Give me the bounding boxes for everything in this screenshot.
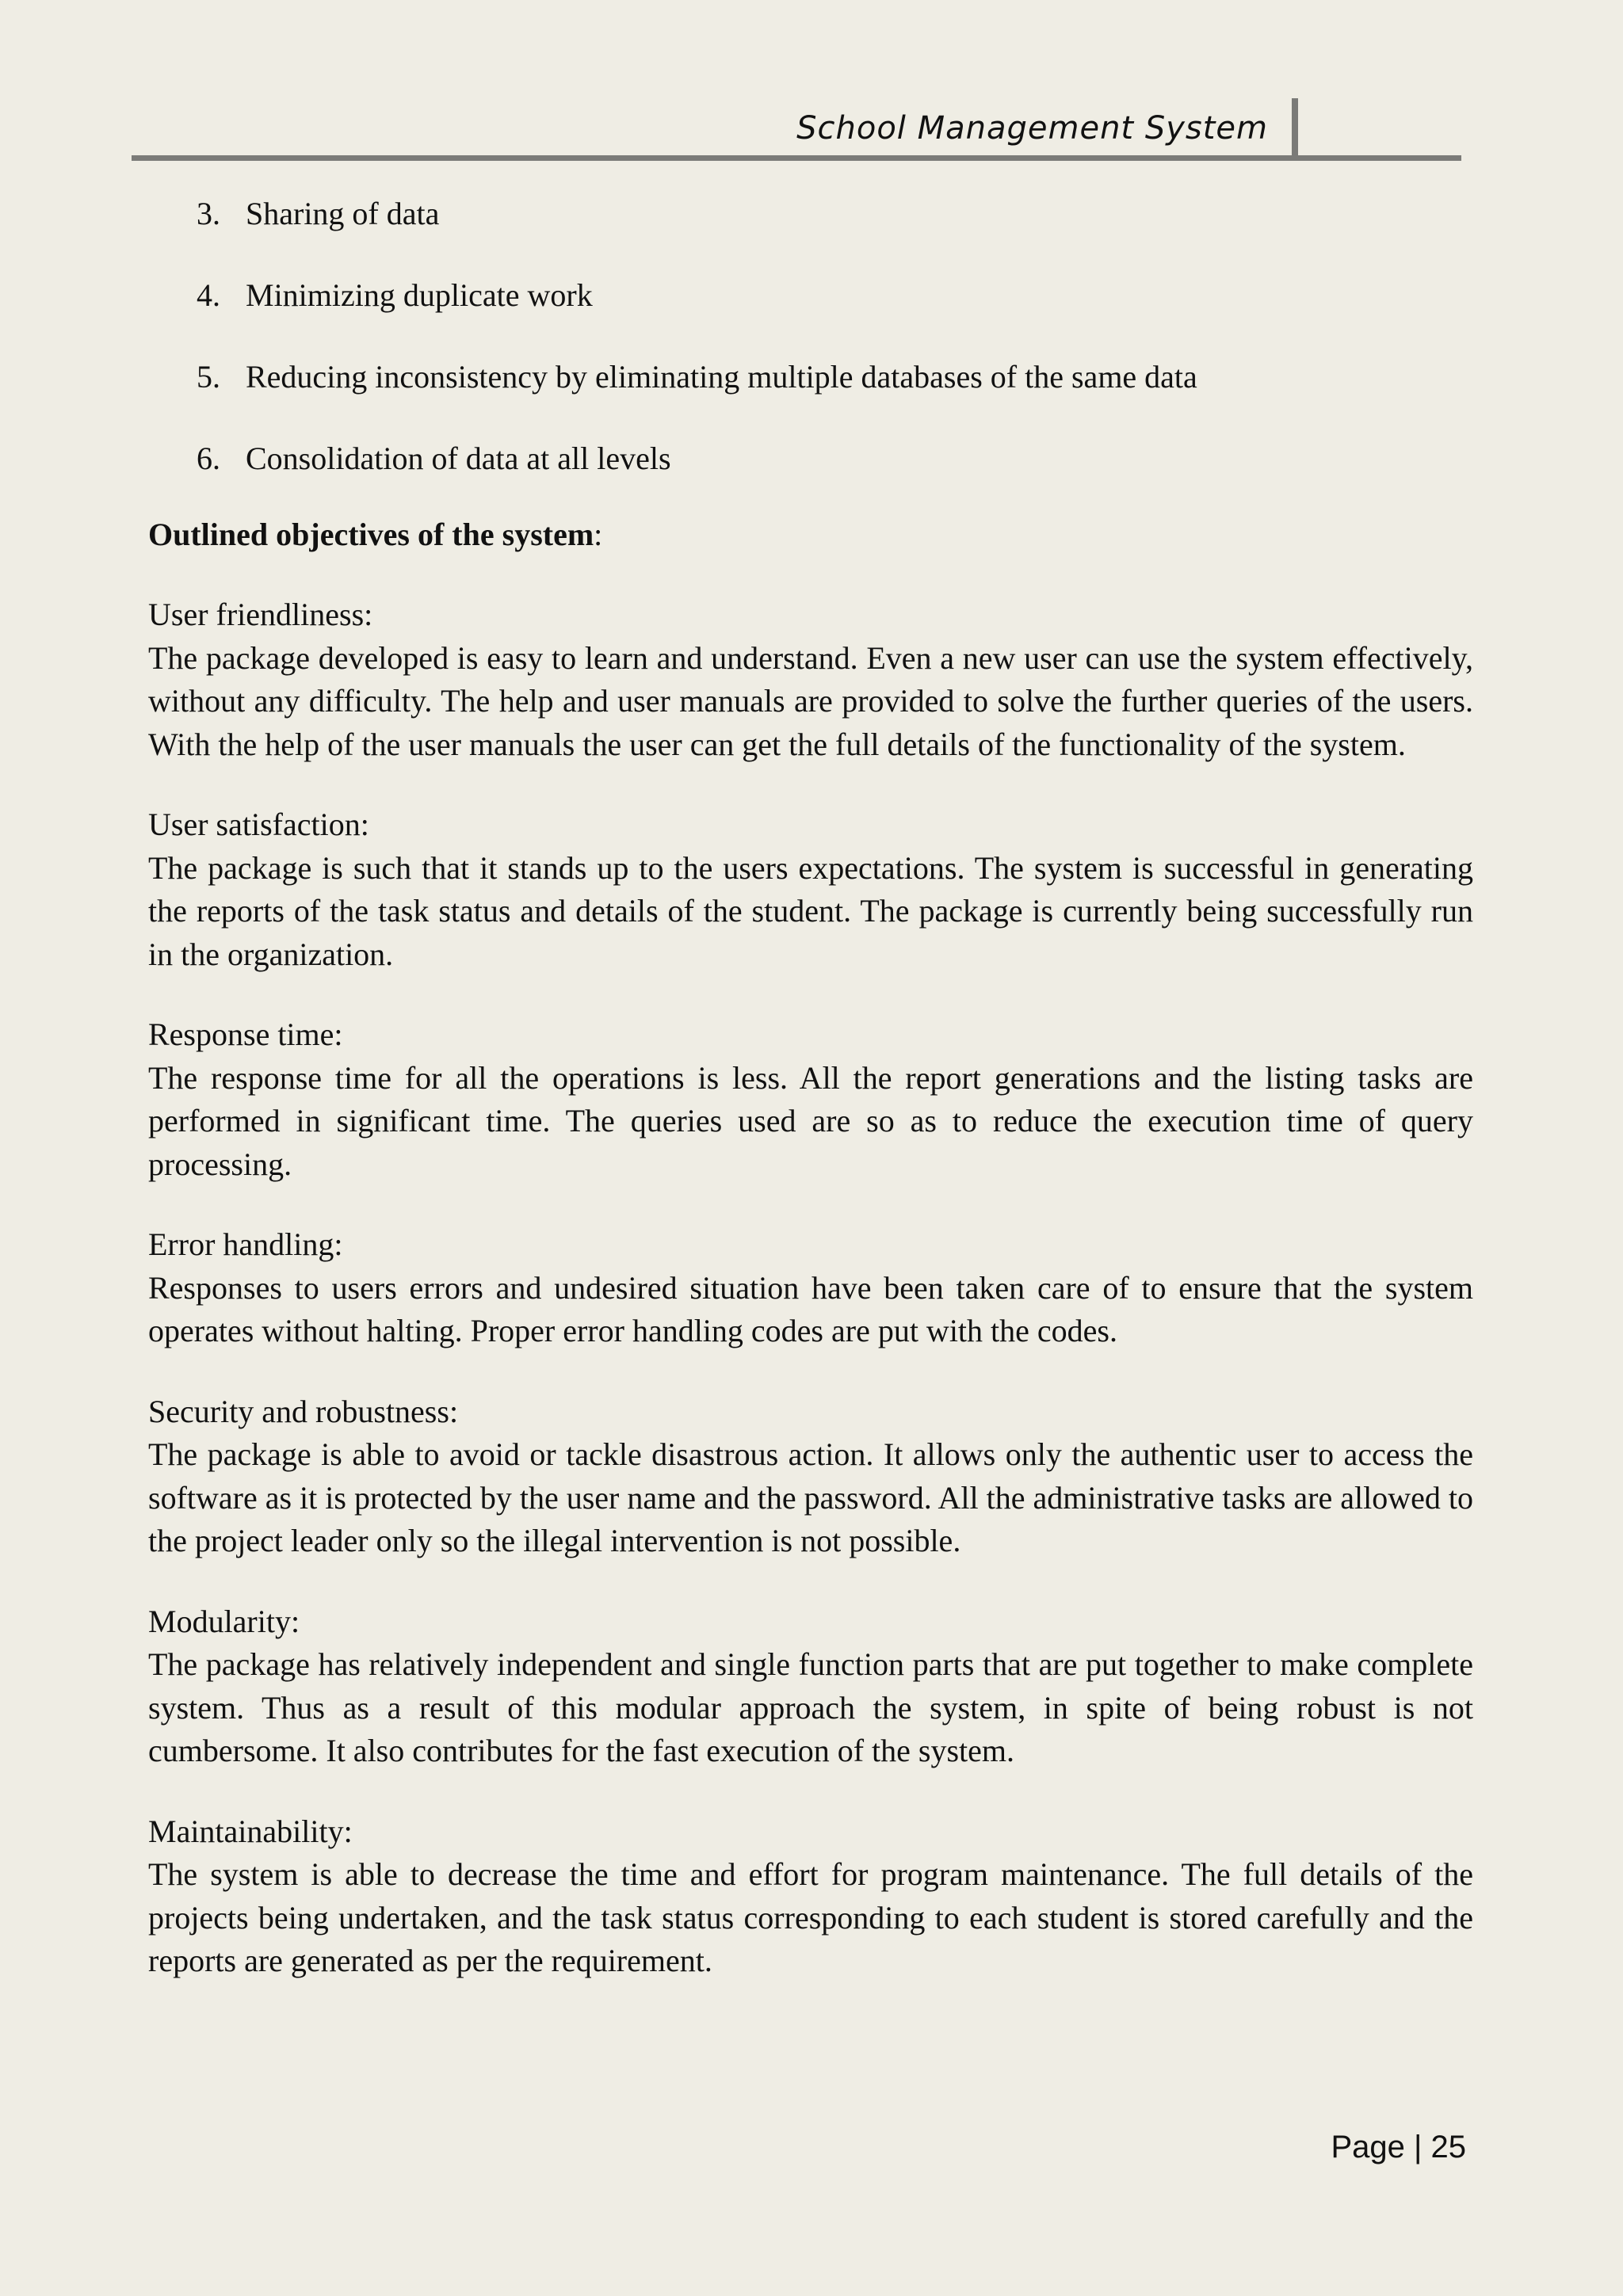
- list-item-number: 4.: [197, 277, 220, 313]
- main-content: [148, 513, 1473, 2020]
- section-body: The response time for all the operations is less. All the report generations and the listing tasks are performed in significant time. The queries used are so as to reduce the execution time of query processing.: [148, 1059, 1473, 1182]
- objectives-heading: [148, 513, 1473, 556]
- section-response-time: [148, 1013, 1473, 1186]
- list-item: [197, 190, 1197, 238]
- section-title: Error handling:: [148, 1226, 343, 1262]
- section-security-and-robustness: [148, 1390, 1473, 1563]
- list-item: [197, 435, 1197, 482]
- section-body: The package is able to avoid or tackle disastrous action. It allows only the authentic user to access the software as it is protected by the user name and the password. All the administrative tasks are allowed to the project leader only so the illegal intervention is not possible.: [148, 1436, 1473, 1558]
- header-rule: [132, 155, 1461, 161]
- numbered-list: [197, 190, 1197, 517]
- section-body: The package has relatively independent and single function parts that are put together to make complete system. Thus as a result of this modular approach the system, in spite of being robust is not cumbersome. It also contributes for the fast execution of the system.: [148, 1646, 1473, 1768]
- header-title: School Management System: [796, 110, 1268, 147]
- objectives-heading-suffix: :: [594, 517, 603, 552]
- list-item-number: 3.: [197, 196, 220, 231]
- section-title: Modularity:: [148, 1603, 300, 1639]
- section-error-handling: [148, 1223, 1473, 1353]
- page-number: Page | 25: [1331, 2130, 1466, 2164]
- section-body: The system is able to decrease the time and effort for program maintenance. The full details of the projects being undertaken, and the task status corresponding to each student is stored carefully and the reports are generated as per the requirement.: [148, 1856, 1473, 1978]
- section-title: Security and robustness:: [148, 1393, 459, 1429]
- list-item-text: Sharing of data: [246, 196, 440, 231]
- list-item: [197, 272, 1197, 319]
- section-user-satisfaction: [148, 803, 1473, 976]
- section-title: User friendliness:: [148, 597, 373, 632]
- section-title: User satisfaction:: [148, 807, 369, 842]
- list-item: [197, 353, 1197, 401]
- section-maintainability: [148, 1810, 1473, 1983]
- objectives-heading-text: Outlined objectives of the system: [148, 517, 594, 552]
- header-divider-tick: [1292, 98, 1298, 158]
- section-title: Maintainability:: [148, 1813, 353, 1849]
- list-item-number: 6.: [197, 441, 220, 476]
- section-user-friendliness: [148, 593, 1473, 766]
- list-item-number: 5.: [197, 359, 220, 395]
- list-item-text: Reducing inconsistency by eliminating multiple databases of the same data: [246, 359, 1197, 395]
- section-modularity: [148, 1600, 1473, 1773]
- section-body: The package developed is easy to learn and understand. Even a new user can use the system effectively, without any difficulty. The help and user manuals are provided to solve the further queries of the users. With the help of the user manuals the user can get the full details of the functionality of the system.: [148, 639, 1473, 762]
- section-title: Response time:: [148, 1016, 343, 1052]
- section-body: Responses to users errors and undesired situation have been taken care of to ensure that the system operates without halting. Proper error handling codes are put with the codes.: [148, 1269, 1473, 1348]
- section-body: The package is such that it stands up to the users expectations. The system is successful in generating the reports of the task status and details of the student. The package is currently being successfully run in the organization.: [148, 849, 1473, 972]
- list-item-text: Consolidation of data at all levels: [246, 441, 671, 476]
- list-item-text: Minimizing duplicate work: [246, 277, 593, 313]
